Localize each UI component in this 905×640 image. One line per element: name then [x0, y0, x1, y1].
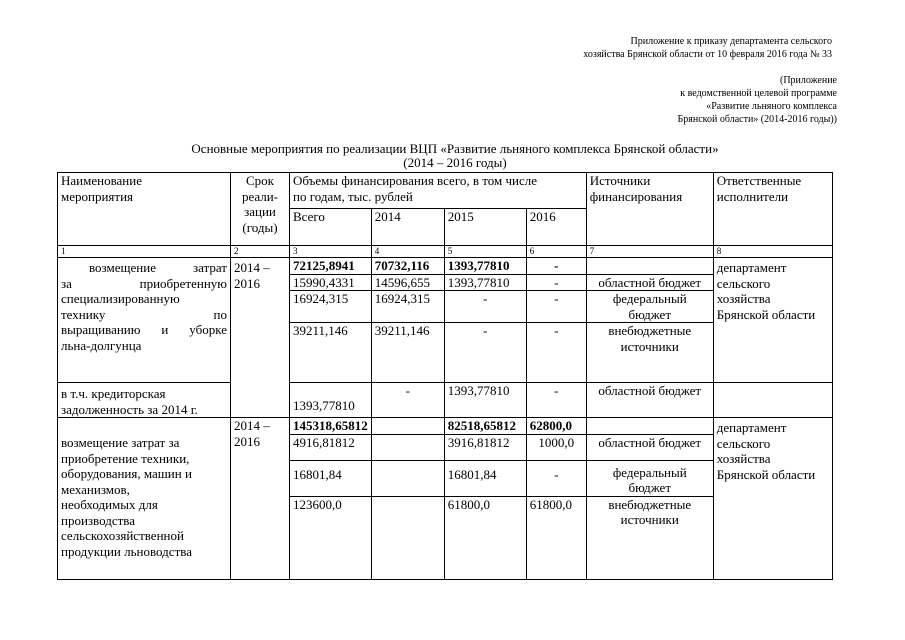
cell-total: 72125,8941: [290, 258, 372, 275]
program-line: (Приложение: [779, 75, 837, 86]
header-responsible: Ответственные исполнители: [713, 173, 832, 246]
cell-2015: -: [444, 291, 526, 323]
column-number: 5: [444, 246, 526, 258]
measure-responsible: департамент сельского хозяйства Брянской области: [713, 418, 832, 580]
cell-2016: -: [526, 460, 586, 496]
measure-responsible: департамент сельского хозяйства Брянской области: [713, 258, 832, 383]
cell-2014: [371, 496, 444, 579]
cell-source: федеральный бюджет: [586, 460, 713, 496]
cell-2015: 82518,65812: [444, 418, 526, 435]
header-2016: 2016: [526, 209, 586, 246]
column-number: 1: [58, 246, 231, 258]
measure-name: возмещение затрат за приобретение техники, оборудования, машин и механизмов, необходимых для производства сельскохозяйственной продукции льноводства: [58, 418, 231, 580]
appendix-line: хозяйства Брянской области от 10 февраля 2016 года № 33: [583, 49, 832, 60]
column-number: 7: [586, 246, 713, 258]
header-total: Всего: [290, 209, 372, 246]
cell-2014: 39211,146: [371, 323, 444, 383]
cell-2016: -: [526, 323, 586, 383]
cell-source: внебюджетные источники: [586, 496, 713, 579]
cell-2016: 61800,0: [526, 496, 586, 579]
sub-measure-name: в т.ч. кредиторская задолженность за 2014 г.: [58, 383, 231, 418]
cell-source: областной бюджет: [586, 274, 713, 291]
header-2014: 2014: [371, 209, 444, 246]
program-line: Брянской области» (2014-2016 годы)): [677, 114, 837, 125]
cell-2016: -: [526, 291, 586, 323]
cell-2016: 62800,0: [526, 418, 586, 435]
cell-total: 39211,146: [290, 323, 372, 383]
header-volumes: Объемы финансирования всего, в том числе по годам, тыс. рублей: [290, 173, 587, 209]
sub-measure-responsible: [713, 383, 832, 418]
measure-term: 2014 – 2016: [231, 418, 290, 580]
column-number: 6: [526, 246, 586, 258]
title-line-2: (2014 – 2016 годы): [403, 155, 507, 170]
cell-source: внебюджетные источники: [586, 323, 713, 383]
cell-2016: 1000,0: [526, 434, 586, 460]
appendix-header: [583, 35, 832, 61]
cell-total: 123600,0: [290, 496, 372, 579]
program-header: [678, 74, 837, 126]
cell-2015: 1393,77810: [444, 383, 526, 418]
measure-name: возмещение затрат за приобретенную специализированную технику по выращиванию и уборке льна-долгунца: [58, 258, 231, 383]
cell-2015: -: [444, 323, 526, 383]
cell-2016: -: [526, 274, 586, 291]
cell-2015: 1393,77810: [444, 274, 526, 291]
column-number: 2: [231, 246, 290, 258]
header-term: Срок реали- зации (годы): [231, 173, 290, 246]
cell-total: 1393,77810: [290, 383, 372, 418]
cell-total: 4916,81812: [290, 434, 372, 460]
cell-source: [586, 418, 713, 435]
cell-source: [586, 258, 713, 275]
column-number: 4: [371, 246, 444, 258]
cell-2014: 70732,116: [371, 258, 444, 275]
cell-2015: 1393,77810: [444, 258, 526, 275]
column-number: 8: [713, 246, 832, 258]
program-line: к ведомственной целевой программе: [680, 88, 837, 99]
cell-total: 15990,4331: [290, 274, 372, 291]
cell-2014: [371, 418, 444, 435]
cell-total: 16924,315: [290, 291, 372, 323]
cell-2014: -: [371, 383, 444, 418]
appendix-line: Приложение к приказу департамента сельского: [630, 36, 832, 47]
cell-2015: 61800,0: [444, 496, 526, 579]
cell-2015: 16801,84: [444, 460, 526, 496]
measures-table: [57, 172, 833, 580]
column-number: 3: [290, 246, 372, 258]
cell-2014: 16924,315: [371, 291, 444, 323]
cell-total: 16801,84: [290, 460, 372, 496]
cell-2014: 14596,655: [371, 274, 444, 291]
title-line-1: Основные мероприятия по реализации ВЦП «Развитие льняного комплекса Брянской области»: [191, 141, 719, 156]
cell-2014: [371, 460, 444, 496]
header-sources: Источники финансирования: [586, 173, 713, 246]
cell-2016: -: [526, 383, 586, 418]
document-title: [60, 142, 850, 170]
header-2015: 2015: [444, 209, 526, 246]
header-name: Наименование мероприятия: [58, 173, 231, 246]
cell-source: федеральный бюджет: [586, 291, 713, 323]
measure-term: 2014 – 2016: [231, 258, 290, 418]
program-line: «Развитие льняного комплекса: [706, 101, 837, 112]
cell-source: областной бюджет: [586, 434, 713, 460]
cell-total: 145318,65812: [290, 418, 372, 435]
cell-2015: 3916,81812: [444, 434, 526, 460]
cell-2014: [371, 434, 444, 460]
cell-source: областной бюджет: [586, 383, 713, 418]
cell-2016: -: [526, 258, 586, 275]
